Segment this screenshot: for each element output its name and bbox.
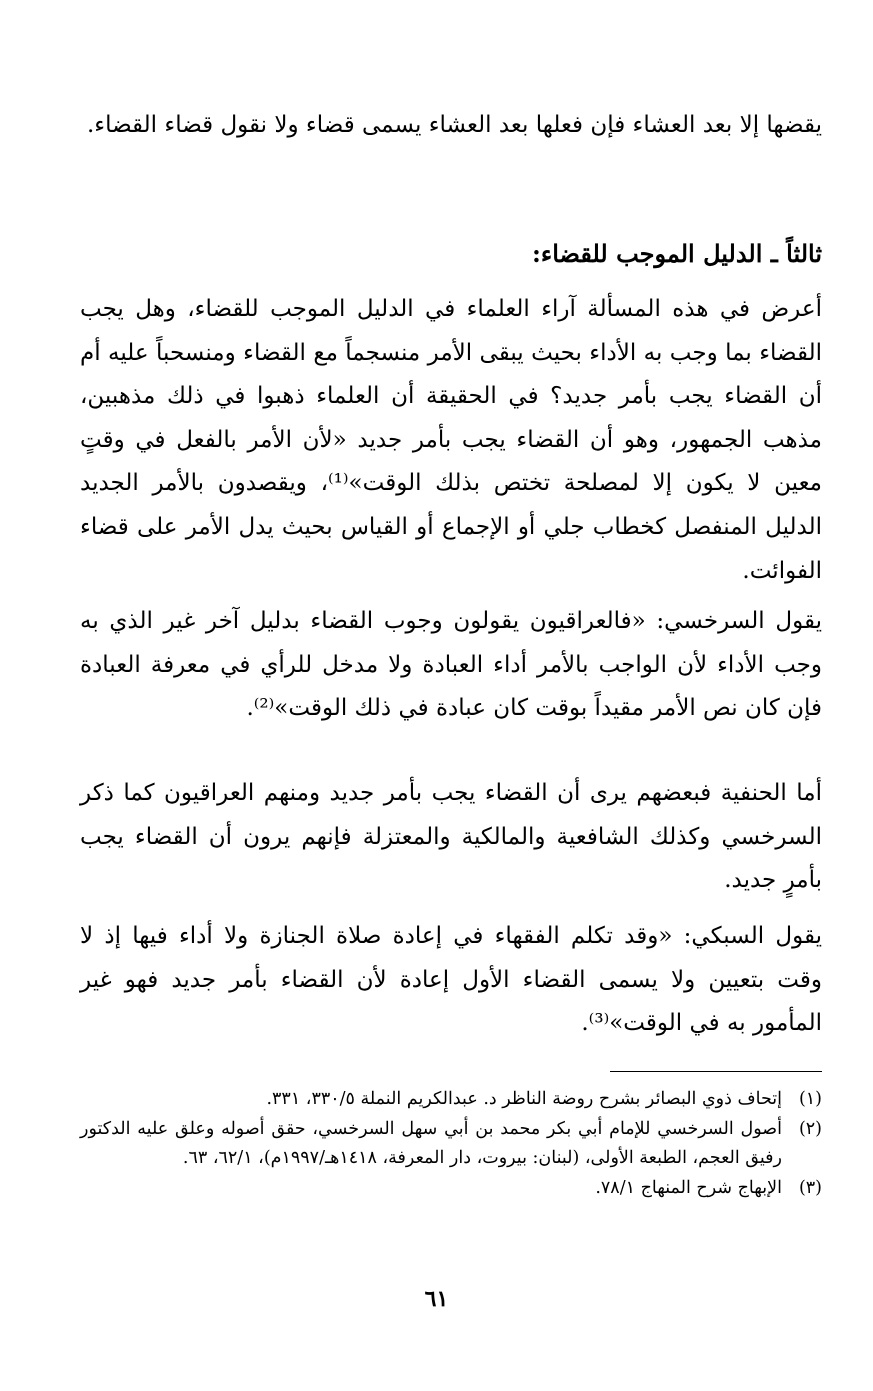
footnotes [80,1085,822,1203]
footnote-number: (٣) [798,1177,822,1198]
footnote-text: إتحاف ذوي البصائر بشرح روضة الناظر د. عبدالكريم النملة ٣٣٠/٥، ٣٣١. [266,1089,782,1109]
body-paragraph-1: أعرض في هذه المسألة آراء العلماء في الدليل الموجب للقضاء، وهل يجب القضاء بما وجب به الأداء بحيث يبقى الأمر منسجماً مع القضاء ومنسحباً عليه أم أن القضاء يجب بأمر جديد؟ في الحقيقة أن العلماء ذهبوا في ذلك مذهبين، مذهب الجمهور، وهو أن القضاء يجب بأمر جديد «لأن الأمر بالفعل في وقتٍ معين لا يكون إلا لمصلحة تختص بذلك الوقت»⁽¹⁾، ويقصدون بالأمر الجديد الدليل المنفصل كخطاب جلي أو الإجماع أو القياس بحيث يدل الأمر على قضاء الفوائت. [80,296,822,584]
footnote-number: (٢) [798,1118,822,1139]
footnote-2 [80,1115,822,1174]
footnote-text: الإبهاج شرح المنهاج ٧٨/١. [595,1177,782,1198]
footnote-divider [610,1071,822,1072]
footnote-1 [80,1085,822,1115]
footnote-number: (١) [798,1089,822,1109]
footnote-3 [80,1174,822,1204]
section-heading: ثالثاً ـ الدليل الموجب للقضاء: [532,239,822,268]
page-number: ٦١ [424,1286,449,1312]
body-paragraph-2: يقول السرخسي: «فالعراقيون يقولون وجوب القضاء بدليل آخر غير الذي به وجب الأداء لأن الواجب بالأمر أداء العبادة ولا مدخل للرأي في معرفة العبادة فإن كان نص الأمر مقيداً بوقت كان عبادة في ذلك الوقت»⁽²⁾. [80,608,822,722]
body-paragraph-4: يقول السبكي: «وقد تكلم الفقهاء في إعادة صلاة الجنازة ولا أداء فيها إذ لا وقت بتعيين ولا يسمى القضاء الأول إعادة لأن القضاء بأمر جديد فهو غير المأمور به في الوقت»⁽³⁾. [80,923,822,1037]
footnote-text: أصول السرخسي للإمام أبي بكر محمد بن أبي سهل السرخسي، حقق أصوله وعلق عليه الدكتور رفيق العجم، الطبعة الأولى، (لبنان: بيروت، دار المعرفة، ١٤١٨هـ/١٩٩٧م)، ٦٢/١، ٦٣. [80,1118,782,1168]
continuation-paragraph: يقضها إلا بعد العشاء فإن فعلها بعد العشاء يسمى قضاء ولا نقول قضاء القضاء. [86,112,822,138]
body-paragraph-3: أما الحنفية فبعضهم يرى أن القضاء يجب بأمر جديد ومنهم العراقيون كما ذكر السرخسي وكذلك الشافعية والمالكية والمعتزلة فإنهم يرون أن القضاء يجب بأمرٍ جديد. [80,780,822,894]
